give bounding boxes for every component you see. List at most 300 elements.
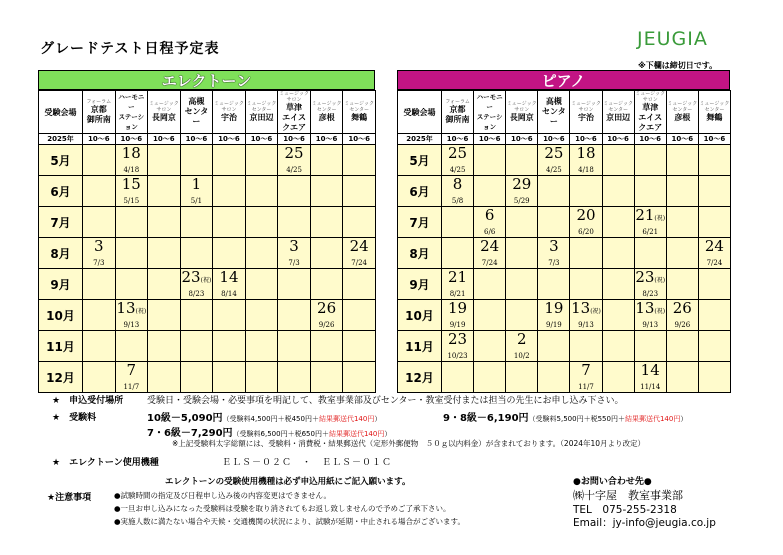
exam-date	[448, 300, 467, 317]
electone-schedule-cell	[148, 331, 181, 362]
exam-day: 19	[544, 299, 564, 317]
page-title: グレードテスト日程予定表	[40, 41, 220, 57]
month-label: 9月	[398, 269, 442, 300]
deadline-date: 8/23	[188, 290, 205, 298]
electone-schedule-cell	[278, 362, 311, 393]
piano-venue-header	[474, 91, 506, 134]
electone-schedule-cell	[278, 176, 311, 207]
piano-schedule-cell	[506, 176, 538, 207]
piano-schedule-cell	[634, 300, 666, 331]
exam-date	[576, 207, 595, 224]
electone-schedule-cell	[180, 300, 213, 331]
piano-schedule-cell	[634, 145, 666, 176]
month-label: 5月	[39, 145, 83, 176]
exam-day: 29	[512, 175, 532, 193]
deadline-date: 9/13	[642, 321, 659, 329]
fee-7-6kyu-total: 7・6級－7,290円	[147, 428, 233, 439]
deadline-date: 10/2	[513, 352, 530, 360]
piano-month-row	[398, 362, 731, 393]
piano-schedule-cell	[570, 145, 602, 176]
electone-schedule-cell	[83, 300, 116, 331]
piano-month-row	[398, 145, 731, 176]
electone-schedule-cell	[213, 207, 246, 238]
venue-name: 宇治	[577, 113, 594, 122]
piano-schedule-cell	[506, 145, 538, 176]
electone-schedule-cell	[115, 331, 148, 362]
piano-schedule-cell	[602, 238, 634, 269]
piano-schedule-cell	[666, 207, 698, 238]
piano-schedule-cell	[698, 176, 730, 207]
deadline-date: 7/3	[288, 259, 300, 267]
deadline-date: 4/25	[286, 166, 302, 174]
electone-venue-header	[180, 91, 213, 134]
piano-section-title: ピアノ	[397, 70, 730, 90]
electone-schedule-cell	[310, 207, 343, 238]
deadline-date: 9/19	[449, 321, 466, 329]
exam-date	[192, 176, 202, 193]
exam-date	[448, 145, 467, 162]
electone-venue-header	[213, 91, 246, 134]
exam-day: 6	[484, 206, 495, 224]
venue-name: 長岡京	[151, 113, 176, 122]
venue-category: ミュージック センター	[311, 101, 342, 113]
piano-grade-range: 10～6	[506, 134, 538, 145]
deadline-date: 6/20	[578, 228, 594, 236]
electone-schedule-cell	[148, 176, 181, 207]
piano-grade-range: 10～6	[602, 134, 634, 145]
electone-schedule-cell	[310, 238, 343, 269]
deadline-date: 5/1	[190, 197, 203, 205]
piano-schedule-cell	[570, 269, 602, 300]
venue-category: ミュージック サロン	[506, 101, 537, 113]
fee-10kyu	[147, 409, 381, 424]
piano-schedule-cell	[602, 269, 634, 300]
electone-schedule-cell	[343, 176, 376, 207]
piano-schedule-cell	[474, 331, 506, 362]
venue-name: 京田辺	[249, 113, 274, 122]
month-label: 5月	[398, 145, 442, 176]
venue-name: 草津 エイスクエア	[282, 103, 307, 132]
deadline-date: 5/15	[123, 197, 140, 205]
electone-month-row	[39, 207, 376, 238]
piano-schedule-cell	[634, 331, 666, 362]
note-item: ●試験時間の指定及び日程申し込み後の内容変更はできません。	[114, 491, 331, 500]
electone-schedule-table	[38, 90, 376, 393]
electone-grade-range: 10～6	[343, 134, 376, 145]
exam-day: 21	[635, 206, 655, 224]
electone-grade-range: 10～6	[148, 134, 181, 145]
piano-schedule-cell	[602, 207, 634, 238]
electone-schedule-cell	[310, 300, 343, 331]
exam-day: 25	[448, 144, 468, 162]
electone-schedule-cell	[245, 176, 278, 207]
fee-note: ※上記受験料太字総額には、受験料・消費税・結果郵送代（定形外郵便物 ５０ｇ以内料金）が含まれております。（2024年10月より改定）	[172, 439, 646, 448]
venue-name: 舞鶴	[706, 113, 723, 122]
electone-schedule-cell	[115, 145, 148, 176]
fee-9-8kyu-total: 9・8級－6,190円	[443, 413, 529, 424]
electone-schedule-cell	[148, 269, 181, 300]
venue-category: ミュージック センター	[603, 101, 633, 113]
electone-schedule-cell	[245, 238, 278, 269]
venue-name: 長岡京	[509, 113, 534, 122]
exam-date	[448, 269, 467, 286]
month-label: 10月	[398, 300, 442, 331]
piano-schedule-cell	[634, 207, 666, 238]
piano-schedule-cell	[474, 269, 506, 300]
piano-schedule-cell	[506, 238, 538, 269]
electone-schedule-cell	[148, 145, 181, 176]
electone-schedule-cell	[310, 331, 343, 362]
piano-venue-header	[506, 91, 538, 134]
exam-date	[512, 176, 531, 193]
electone-schedule-cell	[278, 269, 311, 300]
exam-date	[673, 300, 692, 317]
electone-schedule-cell	[83, 176, 116, 207]
electone-schedule-cell	[115, 362, 148, 393]
electone-grade-range: 10～6	[245, 134, 278, 145]
reception-text: 受験日・受験会場・必要事項を明記して、教室事業部及びセンター・教室受付または担当の先生にお申し込み下さい。	[147, 396, 624, 406]
fee-9-8kyu-close: ）	[680, 415, 688, 423]
contact-email: Email：jy-info@jeugia.co.jp	[573, 517, 716, 529]
fee-10kyu-close: ）	[374, 415, 382, 423]
exam-date	[289, 238, 299, 255]
piano-schedule-cell	[474, 145, 506, 176]
electone-grade-range: 10～6	[278, 134, 311, 145]
electone-schedule-cell	[278, 238, 311, 269]
deadline-date: 6/6	[484, 228, 496, 236]
exam-date	[635, 300, 665, 320]
electone-schedule-cell	[245, 362, 278, 393]
electone-schedule-cell	[343, 145, 376, 176]
electone-month-row	[39, 300, 376, 331]
exam-date	[453, 176, 463, 193]
piano-schedule-cell	[698, 362, 730, 393]
holiday-mark: (祝)	[654, 308, 666, 315]
piano-schedule-cell	[602, 331, 634, 362]
piano-schedule-cell	[442, 362, 474, 393]
electone-grade-range: 10～6	[310, 134, 343, 145]
piano-schedule-cell	[442, 176, 474, 207]
deadline-date: 9/13	[578, 321, 594, 329]
piano-schedule-cell	[602, 362, 634, 393]
piano-schedule-cell	[666, 362, 698, 393]
deadline-date: 8/23	[642, 290, 659, 298]
electone-venue-header	[115, 91, 148, 134]
fee-label: ★ 受験料	[52, 413, 97, 423]
electone-schedule-cell	[115, 269, 148, 300]
exam-day: 23	[635, 268, 655, 286]
electone-month-row	[39, 269, 376, 300]
piano-schedule-table	[397, 90, 731, 393]
exam-day: 15	[121, 175, 141, 193]
electone-schedule-cell	[115, 300, 148, 331]
piano-schedule-cell	[698, 300, 730, 331]
piano-schedule-cell	[474, 176, 506, 207]
exam-date	[544, 145, 563, 162]
month-label: 11月	[398, 331, 442, 362]
venue-name: 舞鶴	[351, 113, 368, 122]
electone-venue-header	[343, 91, 376, 134]
venue-category: フォーラム	[86, 99, 112, 105]
exam-date	[116, 300, 146, 320]
deadline-date: 4/18	[123, 166, 140, 174]
month-label: 12月	[398, 362, 442, 393]
exam-day: 2	[516, 330, 527, 348]
piano-schedule-cell	[474, 300, 506, 331]
piano-venue-header	[570, 91, 602, 134]
piano-grade-range: 10～6	[698, 134, 730, 145]
electone-schedule-cell	[148, 238, 181, 269]
exam-day: 13	[116, 299, 136, 317]
electone-schedule-cell	[180, 331, 213, 362]
deadline-date: 11/14	[640, 383, 661, 391]
exam-date	[317, 300, 336, 317]
piano-schedule-cell	[602, 176, 634, 207]
deadline-date: 7/24	[706, 259, 723, 267]
piano-month-row	[398, 176, 731, 207]
fee-9-8kyu	[443, 409, 687, 424]
holiday-mark: (祝)	[654, 277, 666, 284]
exam-date	[480, 238, 499, 255]
electone-schedule-cell	[83, 269, 116, 300]
exam-day: 25	[284, 144, 304, 162]
electone-venue-header	[245, 91, 278, 134]
electone-venue-header	[310, 91, 343, 134]
piano-schedule-cell	[442, 300, 474, 331]
electone-schedule-cell	[278, 145, 311, 176]
exam-day: 8	[452, 175, 463, 193]
deadline-date: 4/18	[578, 166, 594, 174]
electone-month-row	[39, 145, 376, 176]
piano-schedule-cell	[666, 300, 698, 331]
contact-header: ●お問い合わせ先●	[573, 477, 652, 487]
electone-schedule-cell	[213, 362, 246, 393]
piano-year-label: 2025年	[398, 134, 442, 145]
piano-grade-range: 10～6	[538, 134, 570, 145]
venue-category: ミュージック センター	[699, 101, 730, 113]
electone-schedule-cell	[245, 300, 278, 331]
fee-7-6kyu-close: ）	[384, 430, 392, 438]
month-label: 7月	[39, 207, 83, 238]
piano-schedule-cell	[538, 300, 570, 331]
contact-tel: TEL 075-255-2318	[573, 504, 677, 516]
venue-name: 彦根	[674, 113, 691, 122]
electone-schedule-cell	[148, 362, 181, 393]
exam-date	[581, 362, 591, 379]
fee-10kyu-postage: 結果郵送代140円	[318, 415, 375, 423]
exam-day: 19	[448, 299, 468, 317]
electone-schedule-cell	[245, 145, 278, 176]
month-label: 11月	[39, 331, 83, 362]
electone-grade-range: 10～6	[83, 134, 116, 145]
electone-schedule-cell	[343, 362, 376, 393]
piano-schedule-cell	[538, 269, 570, 300]
fee-7-6kyu-tax: 税650円＋	[294, 430, 329, 438]
piano-schedule-cell	[506, 269, 538, 300]
piano-grade-range: 10～6	[634, 134, 666, 145]
electone-schedule-cell	[245, 331, 278, 362]
piano-schedule-cell	[538, 238, 570, 269]
piano-venue-header	[538, 91, 570, 134]
month-label: 6月	[398, 176, 442, 207]
exam-day: 13	[571, 299, 591, 317]
electone-schedule-cell	[278, 300, 311, 331]
electone-schedule-cell	[310, 362, 343, 393]
exam-date	[705, 238, 724, 255]
venue-name: ハーモニー ステーション	[118, 93, 145, 131]
deadline-date: 6/21	[642, 228, 659, 236]
exam-day: 26	[672, 299, 692, 317]
model-notice: エレクトーンの受験使用機種は必ず申込用紙にご記入願います。	[165, 477, 411, 487]
venue-name: 京田辺	[606, 113, 631, 122]
contact-company: ㈱十字屋 教室事業部	[573, 489, 683, 502]
deadline-date: 7/24	[351, 259, 368, 267]
fee-10kyu-total: 10級－5,090円	[147, 413, 223, 424]
deadline-date: 11/7	[578, 383, 594, 391]
piano-schedule-cell	[442, 207, 474, 238]
piano-venue-label: 受験会場	[398, 91, 442, 134]
piano-venue-header	[634, 91, 666, 134]
holiday-mark: (祝)	[200, 277, 212, 284]
electone-venue-header	[148, 91, 181, 134]
piano-month-row	[398, 331, 731, 362]
electone-schedule-cell	[83, 331, 116, 362]
exam-date	[182, 269, 212, 289]
electone-schedule-cell	[343, 238, 376, 269]
electone-grade-range: 10～6	[180, 134, 213, 145]
piano-schedule-cell	[666, 176, 698, 207]
exam-day: 3	[289, 237, 299, 255]
electone-grade-range: 10～6	[213, 134, 246, 145]
electone-schedule-cell	[213, 269, 246, 300]
piano-schedule-cell	[570, 331, 602, 362]
piano-venue-header	[442, 91, 474, 134]
piano-schedule-cell	[634, 362, 666, 393]
electone-venue-header	[83, 91, 116, 134]
electone-schedule-cell	[83, 207, 116, 238]
piano-schedule-cell	[474, 238, 506, 269]
venue-category: ミュージック サロン	[279, 91, 309, 103]
electone-schedule-cell	[343, 269, 376, 300]
exam-day: 24	[480, 237, 500, 255]
electone-schedule-cell	[115, 176, 148, 207]
month-label: 8月	[398, 238, 442, 269]
deadline-date: 5/8	[451, 197, 464, 205]
deadline-date: 9/26	[674, 321, 691, 329]
exam-date	[635, 207, 665, 227]
piano-month-row	[398, 300, 731, 331]
exam-day: 14	[640, 361, 660, 379]
electone-schedule-cell	[343, 331, 376, 362]
electone-venue-label: 受験会場	[39, 91, 83, 134]
deadline-date: 7/3	[548, 259, 560, 267]
electone-schedule-cell	[148, 300, 181, 331]
deadline-date: 9/26	[318, 321, 335, 329]
exam-day: 1	[191, 175, 202, 193]
electone-month-row	[39, 362, 376, 393]
piano-schedule-cell	[666, 238, 698, 269]
exam-day: 13	[635, 299, 655, 317]
deadline-date: 5/29	[513, 197, 530, 205]
electone-schedule-cell	[180, 176, 213, 207]
exam-date	[285, 145, 304, 162]
fee-10kyu-tax: 税450円＋	[284, 415, 319, 423]
piano-schedule-cell	[698, 238, 730, 269]
electone-schedule-cell	[278, 331, 311, 362]
piano-schedule-cell	[474, 207, 506, 238]
venue-category: ミュージック サロン	[635, 91, 666, 103]
holiday-mark: (祝)	[135, 308, 147, 315]
exam-date	[127, 362, 137, 379]
electone-schedule-cell	[180, 238, 213, 269]
piano-schedule-cell	[570, 300, 602, 331]
exam-date	[517, 331, 527, 348]
piano-schedule-cell	[602, 145, 634, 176]
venue-category: ミュージック サロン	[148, 101, 179, 113]
venue-name: 高槻 センター	[184, 97, 209, 126]
electone-schedule-cell	[83, 362, 116, 393]
piano-schedule-cell	[602, 300, 634, 331]
deadline-date: 7/3	[93, 259, 105, 267]
piano-grade-range: 10～6	[442, 134, 474, 145]
electone-month-row	[39, 331, 376, 362]
piano-schedule-cell	[506, 300, 538, 331]
exam-day: 21	[448, 268, 468, 286]
venue-name: 京都 御所南	[445, 105, 470, 124]
exam-date	[448, 331, 467, 348]
piano-schedule-cell	[666, 269, 698, 300]
electone-schedule-cell	[180, 207, 213, 238]
electone-schedule-cell	[115, 238, 148, 269]
exam-day: 25	[544, 144, 564, 162]
exam-date	[350, 238, 369, 255]
deadline-date: 8/14	[221, 290, 237, 298]
electone-schedule-cell	[83, 238, 116, 269]
venue-name: 彦根	[318, 113, 335, 122]
piano-schedule-cell	[570, 176, 602, 207]
piano-venue-header	[666, 91, 698, 134]
piano-schedule-cell	[506, 362, 538, 393]
fee-9-8kyu-tax: 税550円＋	[590, 415, 625, 423]
electone-schedule-cell	[83, 145, 116, 176]
electone-grade-range: 10～6	[115, 134, 148, 145]
exam-date	[544, 300, 563, 317]
fee-7-6kyu-detail: （受験料6,500円＋	[232, 430, 295, 438]
venue-name: ハーモニー ステーション	[476, 93, 503, 131]
piano-schedule-cell	[506, 331, 538, 362]
piano-grade-range: 10～6	[666, 134, 698, 145]
electone-schedule-cell	[310, 269, 343, 300]
exam-date	[122, 145, 141, 162]
exam-day: 23	[448, 330, 468, 348]
month-label: 8月	[39, 238, 83, 269]
electone-month-row	[39, 176, 376, 207]
deadline-date: 9/19	[546, 321, 562, 329]
electone-month-row	[39, 238, 376, 269]
electone-section-title: エレクトーン	[38, 70, 375, 90]
piano-schedule-cell	[442, 238, 474, 269]
exam-day: 7	[126, 361, 137, 379]
exam-date	[576, 145, 595, 162]
electone-schedule-cell	[245, 207, 278, 238]
piano-schedule-cell	[442, 269, 474, 300]
electone-schedule-cell	[245, 269, 278, 300]
piano-schedule-cell	[474, 362, 506, 393]
exam-day: 3	[549, 237, 559, 255]
electone-year-label: 2025年	[39, 134, 83, 145]
electone-schedule-cell	[213, 145, 246, 176]
exam-day: 18	[121, 144, 141, 162]
